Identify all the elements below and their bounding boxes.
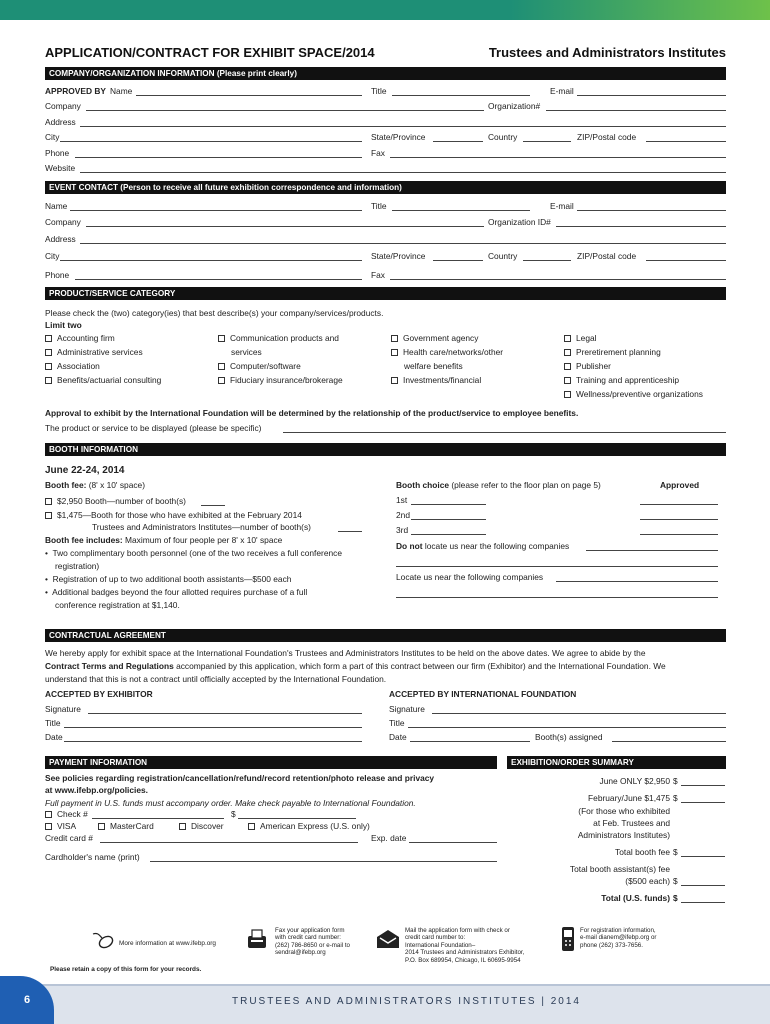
- foundation-date-field[interactable]: [410, 741, 530, 742]
- summary-feb-note-3: Administrators Institutes): [577, 830, 670, 840]
- zip-label: ZIP/Postal code: [577, 132, 637, 142]
- mastercard-option[interactable]: MasterCard: [98, 821, 154, 831]
- accepted-foundation: ACCEPTED BY INTERNATIONAL FOUNDATION: [389, 689, 577, 699]
- contact-zip-label: ZIP/Postal code: [577, 251, 637, 261]
- booths-assigned-field[interactable]: [612, 741, 726, 742]
- cat-health[interactable]: Health care/networks/other: [391, 347, 503, 357]
- cardholder-label: Cardholder's name (print): [45, 852, 140, 862]
- approved-heading: Approved: [660, 480, 700, 490]
- website-label: Website: [45, 163, 76, 173]
- contact-address-field[interactable]: [80, 243, 726, 244]
- contract-bar: CONTRACTUAL AGREEMENT: [45, 629, 726, 642]
- discover-option[interactable]: Discover: [179, 821, 224, 831]
- foundation-signature-label: Signature: [389, 704, 425, 714]
- contact-company-label: Company: [45, 217, 81, 227]
- contact-address-label: Address: [45, 234, 76, 244]
- summary-bar: EXHIBITION/ORDER SUMMARY: [507, 756, 726, 769]
- contact-country-field[interactable]: [523, 260, 571, 261]
- booth-info-bar: BOOTH INFORMATION: [45, 443, 726, 456]
- locate-near-field-2[interactable]: [396, 597, 718, 598]
- approved-2nd-field[interactable]: [640, 519, 718, 520]
- product-category-bar: PRODUCT/SERVICE CATEGORY: [45, 287, 726, 300]
- choice-1st-label: 1st: [396, 495, 408, 505]
- cat-admin[interactable]: Administrative services: [45, 347, 143, 357]
- exhibitor-title-label: Title: [45, 718, 61, 728]
- locate-near-field[interactable]: [556, 581, 718, 582]
- booth-choice: Booth choice (please refer to the floor plan on page 5): [396, 480, 601, 490]
- choice-2nd-field[interactable]: [411, 519, 486, 520]
- contact-state-label: State/Province: [371, 251, 426, 261]
- limit-two: Limit two: [45, 320, 82, 330]
- summary-total: Total (U.S. funds): [601, 893, 670, 903]
- policy-line-1: See policies regarding registration/cancellation/refund/record retention/photo release and privacy: [45, 773, 435, 783]
- cat-computer[interactable]: Computer/software: [218, 361, 301, 371]
- exhibitor-date-label: Date: [45, 732, 63, 742]
- fax-icon: [244, 928, 270, 950]
- accepted-exhibitor: ACCEPTED BY EXHIBITOR: [45, 689, 153, 699]
- choice-3rd-field[interactable]: [411, 534, 486, 535]
- cat-government[interactable]: Government agency: [391, 333, 478, 343]
- booth-option-2950[interactable]: $2,950 Booth—number of booth(s): [45, 496, 186, 506]
- fax-info: Fax your application form with credit card number: (262) 786-8650 or e-mail to sendral@ifebp.org: [275, 927, 350, 957]
- event-contact-bar: EVENT CONTACT (Person to receive all future exhibition correspondence and information): [45, 181, 726, 194]
- cat-investments[interactable]: Investments/financial: [391, 375, 481, 385]
- approved-title-field[interactable]: [392, 95, 530, 96]
- bullet-1-cont: registration): [55, 561, 100, 571]
- summary-feb-note-1: (For those who exhibited: [578, 806, 670, 816]
- address-field[interactable]: [80, 126, 726, 127]
- approved-1st-field[interactable]: [640, 504, 718, 505]
- cat-accounting[interactable]: Accounting firm: [45, 333, 115, 343]
- bullet-3-cont: conference registration at $1,140.: [55, 600, 180, 610]
- check-option[interactable]: Check #: [45, 809, 88, 819]
- product-specific-field[interactable]: [283, 432, 726, 433]
- summary-feb-field[interactable]: [681, 802, 725, 803]
- summary-feb-dollar: $: [673, 793, 678, 803]
- full-payment-note: Full payment in U.S. funds must accompany order. Make check payable to International Foundation.: [45, 798, 416, 808]
- cat-communication[interactable]: Communication products and: [218, 333, 339, 343]
- contract-p2: Contract Terms and Regulations accompanied by this application, which form a part of this contract between our firm (Exhibitor) and the International Foundation. We: [45, 661, 666, 671]
- top-color-band: [0, 0, 770, 20]
- organization-field[interactable]: [546, 110, 726, 111]
- foundation-title-field[interactable]: [408, 727, 726, 728]
- contact-zip-field[interactable]: [646, 260, 726, 261]
- choice-1st-field[interactable]: [411, 504, 486, 505]
- contact-name-label: Name: [45, 201, 68, 211]
- contact-fax-label: Fax: [371, 270, 385, 280]
- locate-near: Locate us near the following companies: [396, 572, 544, 582]
- summary-feb-note-2: at Feb. Trustees and: [593, 818, 670, 828]
- contact-city-label: City: [45, 251, 60, 261]
- exhibitor-date-field[interactable]: [64, 741, 362, 742]
- contact-email-label: E-mail: [550, 201, 574, 211]
- credit-card-label: Credit card #: [45, 833, 93, 843]
- exp-date-label: Exp. date: [371, 833, 407, 843]
- payment-bar: PAYMENT INFORMATION: [45, 756, 497, 769]
- do-not-locate: Do not locate us near the following companies: [396, 541, 570, 551]
- contact-phone-label: Phone: [45, 270, 70, 280]
- summary-assistant-dollar: $: [673, 876, 678, 886]
- check-number-field[interactable]: [92, 818, 224, 819]
- mail-info: Mail the application form with check or credit card number to: International Foundation– 2014 Trustees and Administrators Exhibitor, P.O. Box 689954, Chicago, IL 60695-9954: [405, 927, 525, 964]
- choice-3rd-label: 3rd: [396, 525, 409, 535]
- approved-3rd-field[interactable]: [640, 534, 718, 535]
- policy-line-2[interactable]: at www.ifebp.org/policies.: [45, 785, 148, 795]
- cardholder-field[interactable]: [150, 861, 497, 862]
- visa-option[interactable]: VISA: [45, 821, 76, 831]
- title-label: Title: [371, 86, 387, 96]
- contact-email-field[interactable]: [577, 210, 726, 211]
- state-field[interactable]: [433, 141, 483, 142]
- retain-copy-note: Please retain a copy of this form for your records.: [50, 966, 202, 973]
- city-field[interactable]: [60, 141, 362, 142]
- cat-fiduciary[interactable]: Fiduciary insurance/brokerage: [218, 375, 343, 385]
- mouse-icon: [90, 930, 118, 950]
- do-not-locate-field-2[interactable]: [396, 566, 718, 567]
- cat-preretirement[interactable]: Preretirement planning: [564, 347, 661, 357]
- booths-assigned-label: Booth(s) assigned: [535, 732, 603, 742]
- page-number: 6: [0, 976, 54, 1024]
- contact-org-label: Organization ID#: [488, 217, 551, 227]
- approved-email-field[interactable]: [577, 95, 726, 96]
- contact-city-field[interactable]: [60, 260, 362, 261]
- country-label: Country: [488, 132, 518, 142]
- booth-count-1475[interactable]: [338, 531, 362, 532]
- bullet-1: • Two complimentary booth personnel (one of the two receives a full conference: [45, 548, 342, 558]
- cat-wellness[interactable]: Wellness/preventive organizations: [564, 389, 703, 399]
- country-field[interactable]: [523, 141, 571, 142]
- cat-publisher[interactable]: Publisher: [564, 361, 611, 371]
- cat-legal[interactable]: Legal: [564, 333, 597, 343]
- bullet-3: • Additional badges beyond the four allotted requires purchase of a full: [45, 587, 308, 597]
- booth-option-1475[interactable]: $1,475—Booth for those who have exhibited at the February 2014: [45, 510, 302, 520]
- check-dollar-label: $: [231, 809, 236, 819]
- summary-assistant-1: Total booth assistant(s) fee: [569, 864, 670, 874]
- state-label: State/Province: [371, 132, 426, 142]
- more-info-link[interactable]: More information at www.ifebp.org: [119, 940, 216, 947]
- exhibitor-title-field[interactable]: [64, 727, 362, 728]
- registration-info: For registration information, e-mail dianem@ifebp.org or phone (262) 373-7656.: [580, 927, 657, 949]
- approved-by-label: APPROVED BY: [45, 86, 106, 96]
- cat-benefits[interactable]: Benefits/actuarial consulting: [45, 375, 161, 385]
- approved-name-field[interactable]: [136, 95, 362, 96]
- fax-field[interactable]: [390, 157, 726, 158]
- contact-fax-field[interactable]: [390, 279, 726, 280]
- summary-total-field[interactable]: [681, 902, 725, 903]
- credit-card-field[interactable]: [100, 842, 358, 843]
- company-field[interactable]: [86, 110, 484, 111]
- contact-name-field[interactable]: [70, 210, 362, 211]
- foundation-signature-field[interactable]: [432, 713, 726, 714]
- booth-dates: June 22-24, 2014: [45, 465, 125, 476]
- mail-envelope-icon: [375, 928, 401, 950]
- address-label: Address: [45, 117, 76, 127]
- company-section-bar: COMPANY/ORGANIZATION INFORMATION (Please print clearly): [45, 67, 726, 80]
- contact-phone-field[interactable]: [75, 279, 362, 280]
- company-label: Company: [45, 101, 81, 111]
- contact-state-field[interactable]: [433, 260, 483, 261]
- zip-field[interactable]: [646, 141, 726, 142]
- do-not-locate-field[interactable]: [586, 550, 718, 551]
- form-title: APPLICATION/CONTRACT FOR EXHIBIT SPACE/2014: [45, 45, 375, 60]
- website-field[interactable]: [80, 172, 726, 173]
- contact-company-field[interactable]: [86, 226, 484, 227]
- fax-label: Fax: [371, 148, 385, 158]
- organization-label: Organization#: [488, 101, 541, 111]
- summary-total-booth-field[interactable]: [681, 856, 725, 857]
- email-label: E-mail: [550, 86, 574, 96]
- choice-2nd-label: 2nd: [396, 510, 410, 520]
- bullet-2: • Registration of up to two additional booth assistants—$500 each: [45, 574, 292, 584]
- summary-total-booth: Total booth fee: [615, 847, 670, 857]
- phone-label: Phone: [45, 148, 70, 158]
- booth-includes: Booth fee includes: Maximum of four people per 8' x 10' space: [45, 535, 283, 545]
- footer-title: TRUSTEES AND ADMINISTRATORS INSTITUTES | 2014: [232, 996, 581, 1007]
- name-label: Name: [110, 86, 133, 96]
- event-title: Trustees and Administrators Institutes: [488, 45, 726, 60]
- cat-association[interactable]: Association: [45, 361, 100, 371]
- booth-count-2950[interactable]: [201, 505, 225, 506]
- summary-june-dollar: $: [673, 776, 678, 786]
- amex-option[interactable]: American Express (U.S. only): [248, 821, 370, 831]
- foundation-title-label: Title: [389, 718, 405, 728]
- cat-communication-cont: services: [231, 347, 262, 357]
- contact-title-label: Title: [371, 201, 387, 211]
- contract-p3: understand that this is not a contract until officially accepted by the International Foundation.: [45, 674, 387, 684]
- booth-fee: Booth fee: (8' x 10' space): [45, 480, 145, 490]
- phone-icon: [560, 926, 576, 952]
- exp-date-field[interactable]: [409, 842, 497, 843]
- summary-assistant-2: ($500 each): [625, 876, 670, 886]
- summary-june: June ONLY $2,950: [599, 776, 670, 786]
- summary-total-dollar: $: [673, 893, 678, 903]
- contact-title-field[interactable]: [392, 210, 530, 211]
- foundation-date-label: Date: [389, 732, 407, 742]
- summary-assistant-field[interactable]: [681, 885, 725, 886]
- cat-health-cont: welfare benefits: [404, 361, 463, 371]
- contact-org-field[interactable]: [556, 226, 726, 227]
- approval-note: Approval to exhibit by the International Foundation will be determined by the relationship of the product/service to employee benefits.: [45, 408, 579, 418]
- exhibitor-signature-label: Signature: [45, 704, 81, 714]
- contact-country-label: Country: [488, 251, 518, 261]
- summary-june-field[interactable]: [681, 785, 725, 786]
- city-label: City: [45, 132, 60, 142]
- exhibitor-signature-field[interactable]: [88, 713, 362, 714]
- summary-total-booth-dollar: $: [673, 847, 678, 857]
- summary-feb: February/June $1,475: [588, 793, 670, 803]
- booth-option-1475-cont: Trustees and Administrators Institutes—number of booth(s): [92, 522, 311, 532]
- product-intro: Please check the (two) category(ies) that best describe(s) your company/services/products.: [45, 308, 384, 318]
- contract-p1: We hereby apply for exhibit space at the International Foundation's Trustees and Administrators Institutes to be held on the above dates. We agree to abide by the: [45, 648, 646, 658]
- phone-field[interactable]: [75, 157, 362, 158]
- product-specific-label: The product or service to be displayed (please be specific): [45, 423, 262, 433]
- cat-training[interactable]: Training and apprenticeship: [564, 375, 679, 385]
- check-amount-field[interactable]: [238, 818, 356, 819]
